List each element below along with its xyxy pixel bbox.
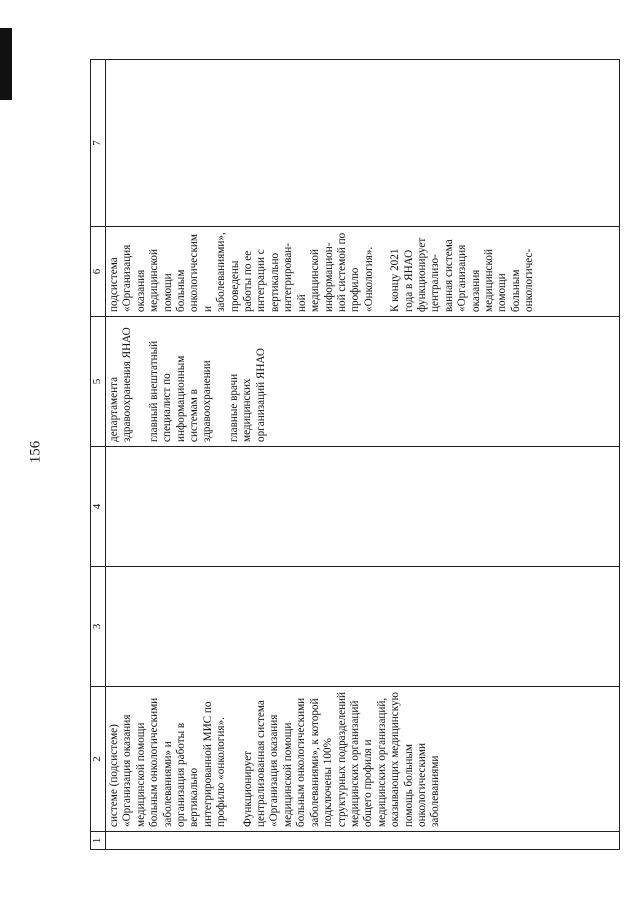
col-header-1: 1 [91, 832, 106, 850]
header-row [91, 60, 106, 850]
col-header-4: 4 [91, 447, 106, 567]
col6-paragraph-1: подсистема «Организация оказания медицинской помощи больным онкологическим и заболеваниями», проведены работы по ее интеграции с вертикально интегрирован-ной медицинской информацион-ной системой по профилю «Онкология». [108, 232, 375, 312]
col-header-3: 3 [91, 567, 106, 687]
page-number: 156 [27, 440, 44, 464]
col-header-2: 2 [91, 687, 106, 832]
col5-paragraph-3: главные врачи медицинских организаций ЯНАО [227, 347, 267, 442]
table-row [106, 60, 620, 850]
col-header-7: 7 [91, 60, 106, 227]
cell-col3 [106, 567, 620, 687]
measures-table [90, 59, 620, 850]
col5-paragraph-2: главный внештатный специалист по информационным системам в здравоохранении [147, 340, 214, 442]
col6-paragraph-2: К концу 2021 года в ЯНАО функционирует централизо-ванная система «Организация оказания медицинской помощи больным онкологичес- [389, 237, 536, 312]
col-header-6: 6 [91, 227, 106, 317]
cell-col6 [106, 227, 620, 317]
cell-col4 [106, 447, 620, 567]
col-header-5: 5 [91, 317, 106, 447]
cell-col7 [106, 60, 620, 227]
scan-edge-mark [0, 28, 12, 100]
cell-col2 [106, 687, 620, 832]
col5-paragraph-1: департамента здравоохранения ЯНАО [108, 327, 134, 442]
rotated-table-container [90, 60, 620, 850]
col2-paragraph-1: системе (подсистеме) «Организация оказания медицинской помощи больным онкологическими заболеваниями» и организация работы в вертикально интегрированной МИС по профилю «онкология». [108, 697, 228, 827]
cell-col1 [106, 832, 620, 850]
col2-paragraph-2: Функционирует централизованная система «Организация оказания медицинской помощи больным онкологическими заболеваниями», к которой подключены 100% структурных подразделений медицинских организаций общего профиля и медицинских организаций, оказывающих медицинскую помощь больным онкологическими заболеваниями [241, 691, 442, 827]
cell-col5 [106, 317, 620, 447]
